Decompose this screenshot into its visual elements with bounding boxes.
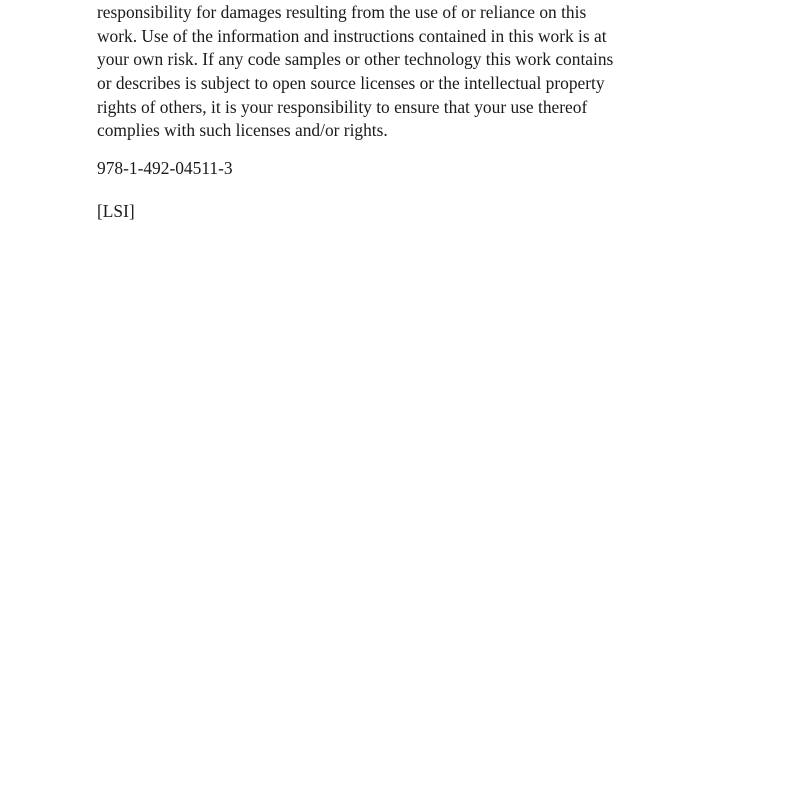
disclaimer-line: complies with such licenses and/or rights. <box>97 120 388 141</box>
isbn-number: 978-1-492-04511-3 <box>97 158 233 178</box>
disclaimer-line: responsibility for damages resulting from the use of or reliance on this <box>97 2 587 22</box>
disclaimer-line: or describes is subject to open source licenses or the intellectual property <box>97 73 605 94</box>
disclaimer-line: rights of others, it is your responsibility to ensure that your use thereof <box>97 96 588 117</box>
disclaimer-paragraph <box>97 0 717 143</box>
disclaimer-line: your own risk. If any code samples or other technology this work contains <box>97 49 614 70</box>
printer-code: [LSI] <box>97 201 135 221</box>
disclaimer-line: work. Use of the information and instructions contained in this work is at <box>97 25 607 46</box>
